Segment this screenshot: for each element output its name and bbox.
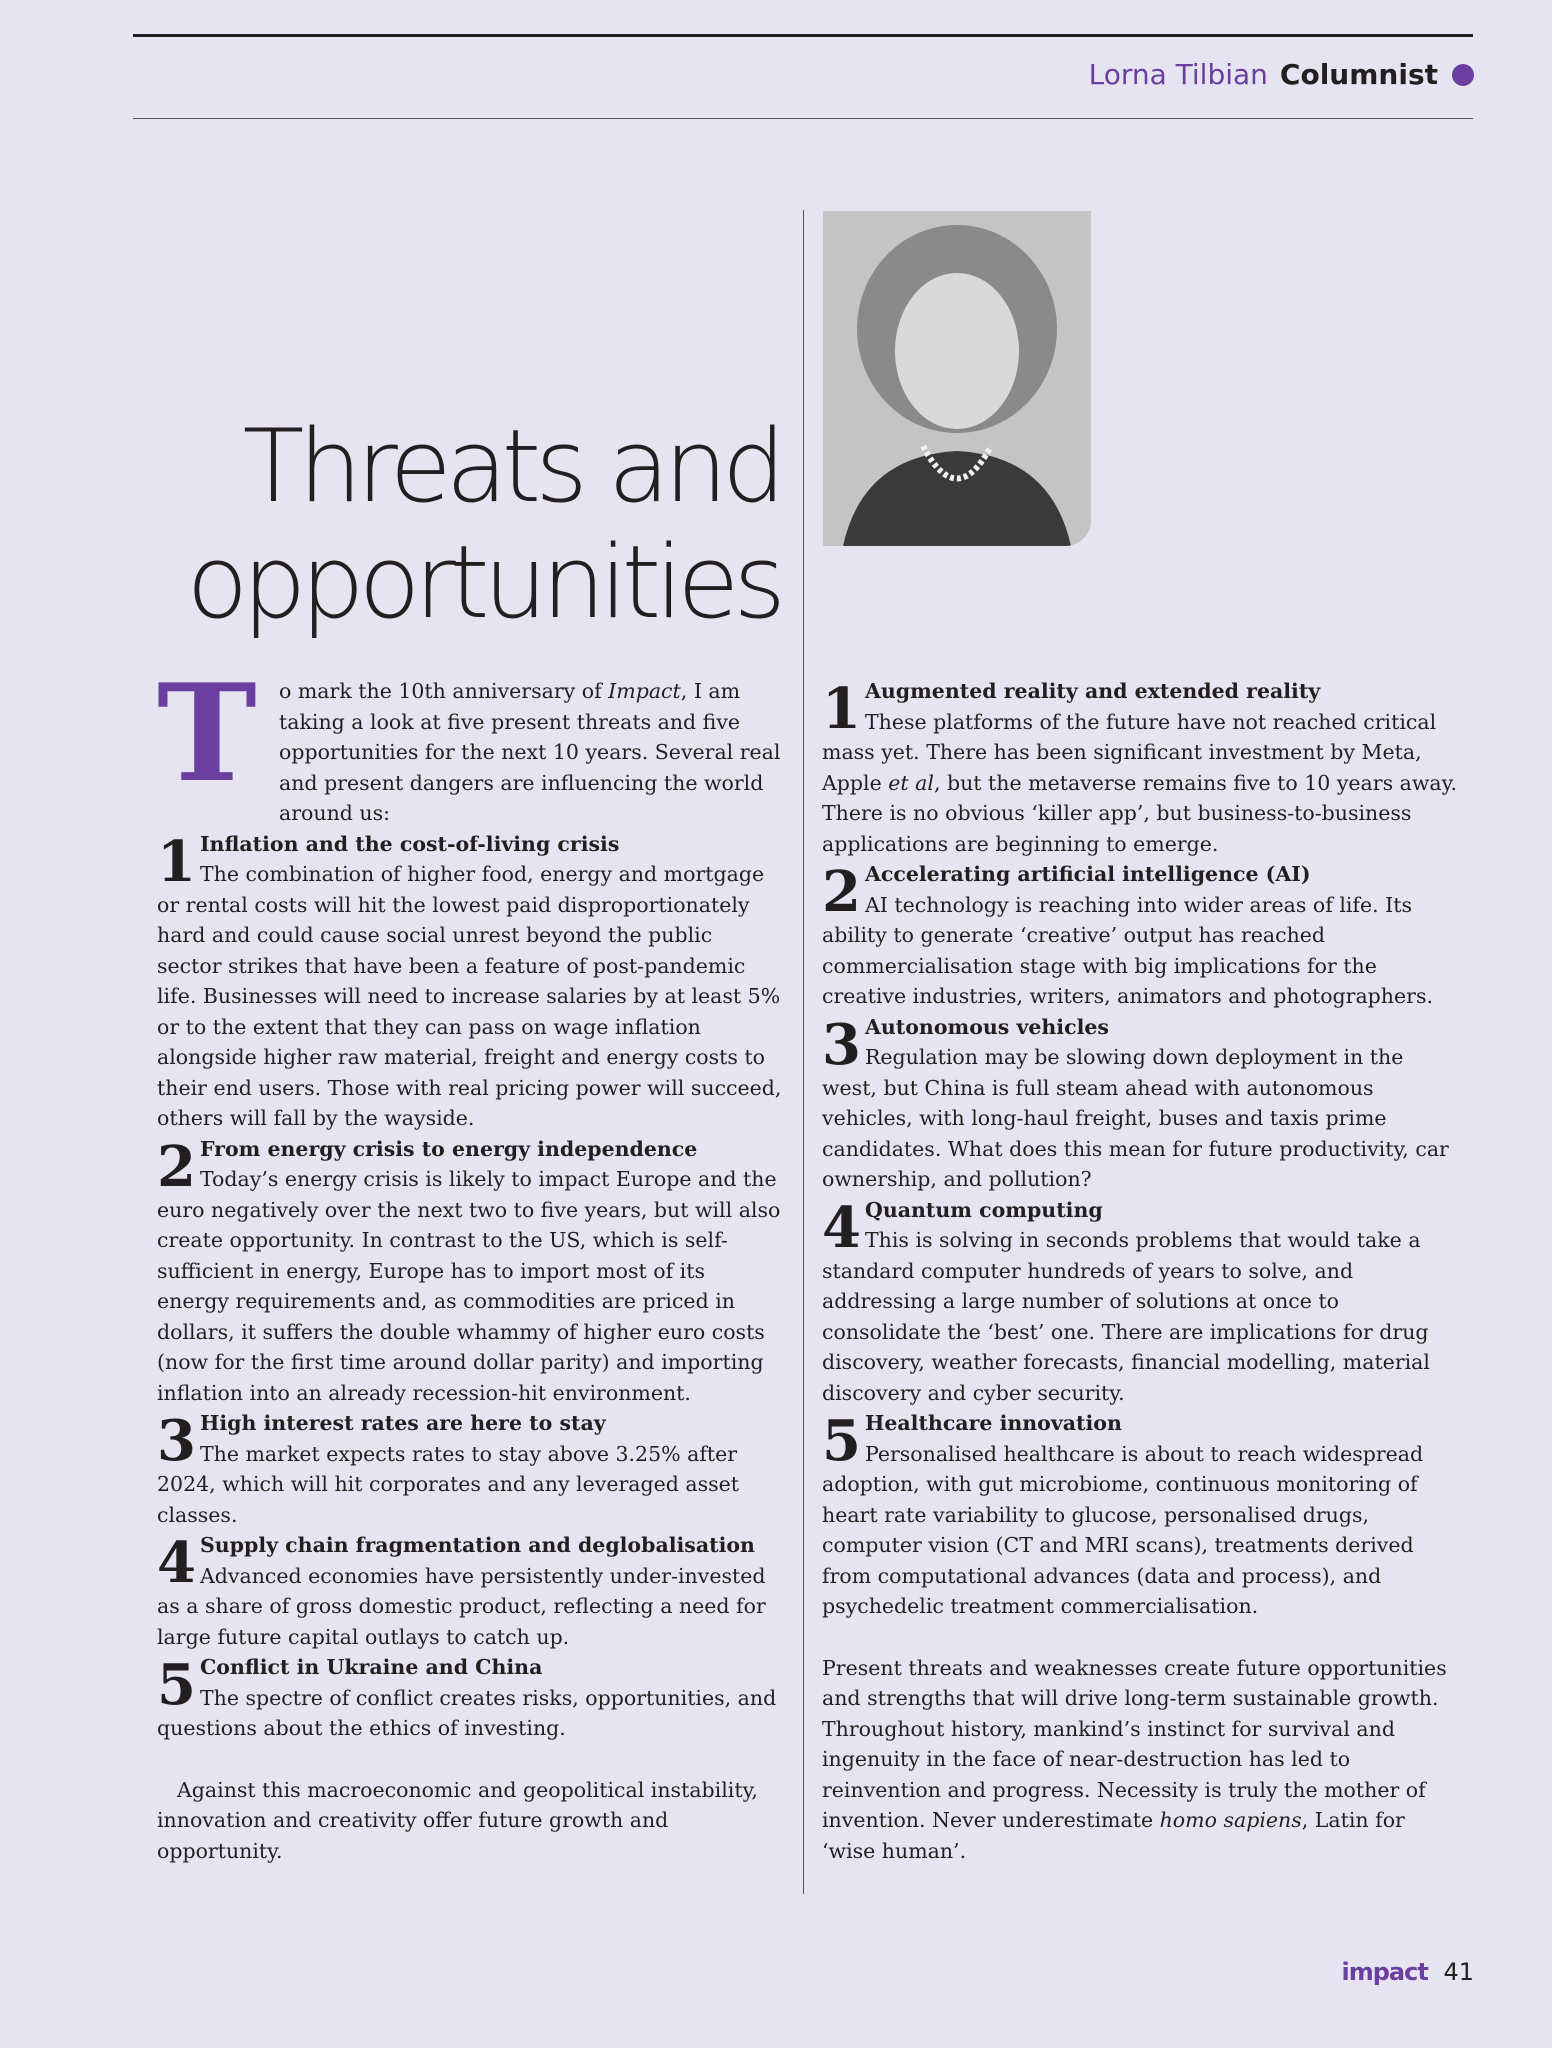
- item-heading: Supply chain fragmentation and deglobalisation: [199, 1533, 755, 1557]
- page-footer: [1342, 1958, 1475, 1986]
- item-body: This is solving in seconds problems that would take a standard computer hundreds of years to solve, and addressing a large number of solutions at once to consolidate the ‘best’ one. There are implications for drug discovery, weather forecasts, financial modelling, material discovery and cyber security.: [822, 1228, 1430, 1405]
- item-number: 4: [157, 1530, 196, 1596]
- left-column: [157, 654, 782, 1866]
- item-heading: High interest rates are here to stay: [199, 1411, 606, 1435]
- header-rule: [133, 118, 1473, 119]
- item-body: The spectre of conflict creates risks, opportunities, and questions about the ethics of investing.: [157, 1685, 777, 1740]
- item-number: 3: [822, 1011, 861, 1078]
- item-body: AI technology is reaching into wider areas of life. Its ability to generate ‘creative’ output has reached commercialisation stage with big implications for the creative industries, writers, animators and photographers.: [822, 892, 1433, 1008]
- left-closing-paragraph: Against this macroeconomic and geopolitical instability, innovation and creativity offer future growth and opportunity.: [157, 1777, 758, 1863]
- threat-item: [157, 1652, 782, 1744]
- closing-text-end: , Latin for ‘wise human’.: [822, 1808, 1405, 1863]
- title-line-2: opportunities: [186, 522, 780, 641]
- drop-cap: T: [157, 654, 257, 812]
- item-body: Personalised healthcare is about to reach widespread adoption, with gut microbiome, continuous monitoring of heart rate variability to glucose, personalised drugs, computer vision (CT and MRI scans), treatments derived from computational advances (data and process), and psychedelic treatment commercialisation.: [822, 1441, 1424, 1618]
- threat-item: [157, 1134, 782, 1409]
- item-body: Today’s energy crisis is likely to impact Europe and the euro negatively over the next two to five years, but will also create opportunity. In contrast to the US, which is self-sufficient in energy, Europe has to import most of its energy requirements and, as commodities are priced in dollars, it suffers the double whammy of higher euro costs (now for the first time around dollar parity) and importing inflation into an already recession-hit environment.: [157, 1167, 781, 1405]
- item-heading: From energy crisis to energy independence: [199, 1136, 698, 1161]
- item-heading: Autonomous vehicles: [864, 1014, 1109, 1039]
- item-number: 5: [157, 1652, 196, 1718]
- item-heading: Augmented reality and extended reality: [864, 679, 1321, 703]
- right-column: [822, 676, 1457, 1866]
- author-photo: [823, 211, 1091, 546]
- item-number: 2: [822, 859, 861, 925]
- item-number: 5: [822, 1408, 861, 1474]
- intro-text: o mark the 10th anniversary of: [279, 679, 609, 703]
- opportunity-item: [822, 676, 1457, 859]
- page-number: 41: [1443, 1958, 1474, 1986]
- item-body-end: , but the metaverse remains five to 10 years away. There is no obvious ‘killer app’, but business-to-business applications are beginning to emerge.: [822, 770, 1457, 856]
- opportunity-item: [822, 859, 1457, 1012]
- closing-italic: homo sapiens: [1159, 1808, 1302, 1832]
- item-heading: Healthcare innovation: [864, 1411, 1122, 1435]
- item-heading: Accelerating artificial intelligence (AI): [864, 862, 1311, 886]
- item-number: 1: [822, 676, 861, 742]
- item-body: Regulation may be slowing down deployment in the west, but China is full steam ahead with autonomous vehicles, with long-haul freight, buses and taxis prime candidates. What does this mean for future productivity, car ownership, and pollution?: [822, 1045, 1449, 1191]
- opportunity-item: [822, 1195, 1457, 1409]
- column-divider: [803, 210, 804, 1894]
- opportunity-item: [822, 1408, 1457, 1622]
- byline: [1089, 58, 1474, 91]
- item-body: The market expects rates to stay above 3.25% after 2024, which will hit corporates and any leveraged asset classes.: [157, 1441, 740, 1527]
- author-name: Lorna Tilbian: [1088, 58, 1268, 91]
- intro-italic: Impact: [608, 679, 681, 703]
- item-body: The combination of higher food, energy and mortgage or rental costs will hit the lowest paid disproportionately hard and could cause social unrest beyond the public sector strikes that have been a feature of post-pandemic life. Businesses will need to increase salaries by at least 5% or to the extent that they can pass on wage inflation alongside higher raw material, freight and energy costs to their end users. Those with real pricing power will succeed, others will fall by the wayside.: [157, 862, 782, 1130]
- item-number: 4: [822, 1194, 861, 1261]
- item-heading: Conflict in Ukraine and China: [199, 1655, 543, 1679]
- page-title: [187, 408, 780, 640]
- item-number: 2: [157, 1133, 196, 1200]
- title-line-1: Threats and: [242, 406, 780, 525]
- item-body-italic: et al: [888, 770, 934, 795]
- accent-dot-icon: [1452, 64, 1474, 86]
- right-closing-paragraph: [822, 1653, 1457, 1867]
- magazine-brand: impact: [1341, 1958, 1428, 1986]
- item-number: 3: [157, 1408, 196, 1474]
- item-heading: Inflation and the cost-of-living crisis: [199, 831, 620, 856]
- threat-item: [157, 829, 782, 1134]
- intro-text-end: , I am taking a look at five present threats and five opportunities for the next 10 years. Several real and present dangers are influencing the world around us:: [279, 679, 781, 825]
- opportunity-item: [822, 1012, 1457, 1195]
- item-body: Advanced economies have persistently under-invested as a share of gross domestic product, reflecting a need for large future capital outlays to catch up.: [157, 1563, 766, 1649]
- intro-paragraph: [157, 654, 782, 829]
- item-number: 1: [157, 828, 196, 895]
- closing-text: Present threats and weaknesses create future opportunities and strengths that will drive long-term sustainable growth. Throughout history, mankind’s instinct for survival and ingenuity in the face of near-destruction has led to reinvention and progress. Necessity is truly the mother of invention. Never underestimate: [822, 1655, 1447, 1832]
- item-body: These platforms of the future have not reached critical mass yet. There has been significant investment by Meta, Apple: [822, 709, 1437, 795]
- top-rule: [133, 34, 1473, 37]
- item-heading: Quantum computing: [864, 1197, 1103, 1222]
- threat-item: [157, 1530, 782, 1652]
- threat-item: [157, 1408, 782, 1530]
- author-role: Columnist: [1279, 58, 1438, 91]
